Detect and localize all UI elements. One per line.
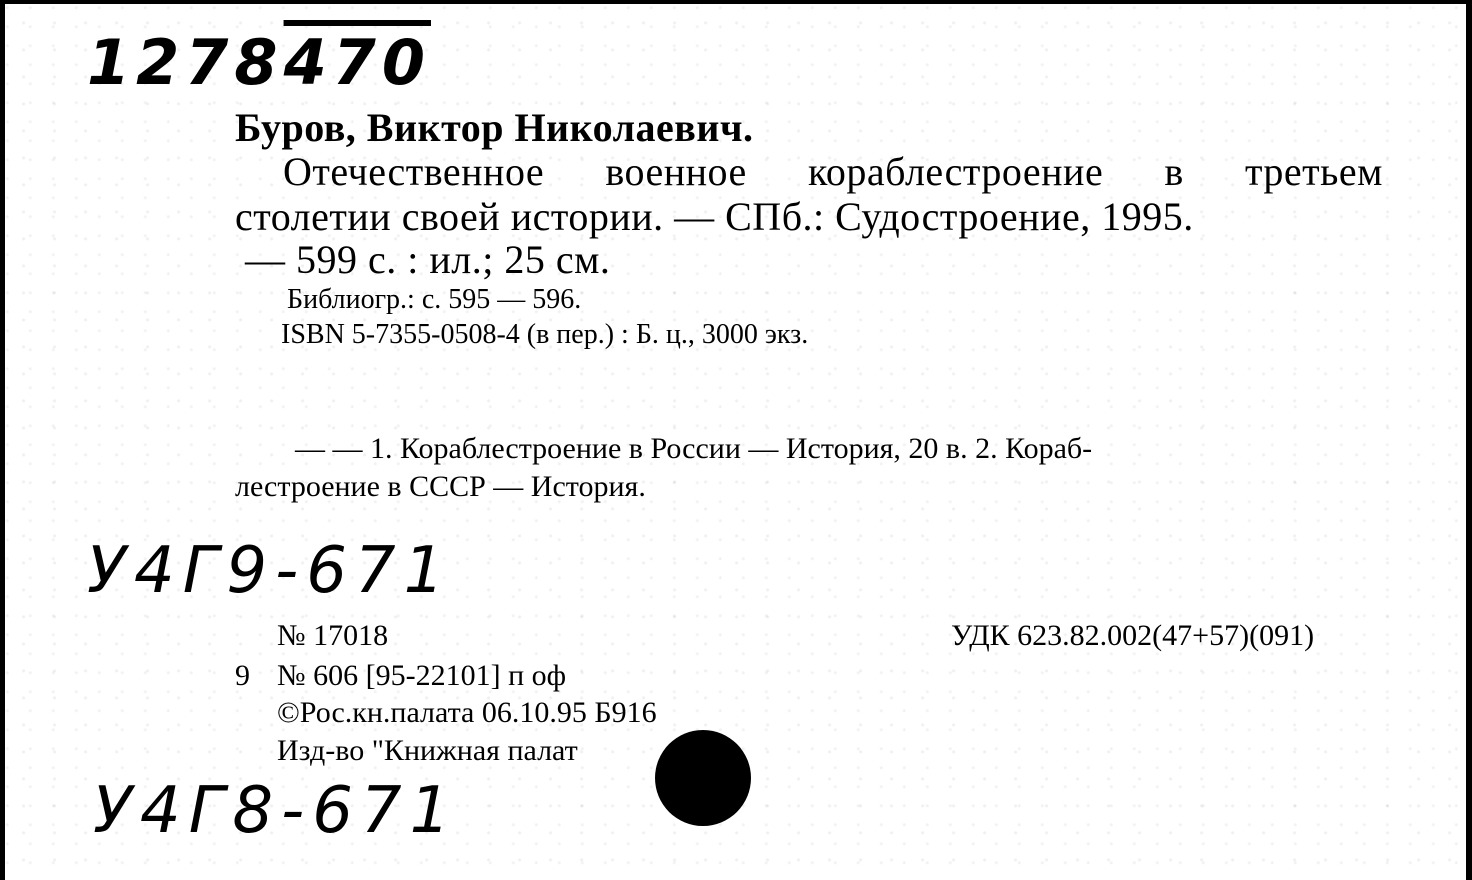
punch-hole: [655, 730, 751, 826]
author-heading: Буров, Виктор Николаевич.: [235, 105, 754, 150]
title-word: военное: [605, 149, 747, 194]
title-line-2: столетии своей истории. — СПб.: Судостроение, 1995.: [235, 194, 1194, 239]
udk-code: УДК 623.82.002(47+57)(091): [951, 619, 1315, 652]
title-word: третьем: [1244, 149, 1383, 194]
bibliography-note: Библиогр.: с. 595 — 596.: [287, 284, 582, 315]
card-number: № 17018: [277, 619, 389, 652]
publisher-line: Изд-во "Книжная палат: [277, 734, 578, 767]
title-line-3: — 599 с. : ил.; 25 см.: [245, 237, 611, 282]
shelf-number-suffix: 470: [283, 26, 431, 99]
title-word: в: [1164, 149, 1184, 194]
card-count: 9: [235, 659, 250, 692]
handwritten-class-code-2: У4Г8-671: [93, 774, 459, 848]
handwritten-shelf-number: [87, 26, 431, 99]
order-number: № 606 [95-22101] п оф: [277, 659, 567, 692]
shelf-number-main: 1278: [87, 26, 284, 99]
subject-headings-line-2: лестроение в СССР — История.: [235, 470, 646, 503]
handwritten-class-code-1: У4Г9-671: [87, 534, 453, 608]
isbn-note: ISBN 5-7355-0508-4 (в пер.) : Б. ц., 3000 экз.: [281, 319, 809, 350]
copyright-line: ©Рос.кн.палата 06.10.95 Б916: [277, 696, 657, 729]
title-word: Отечественное: [283, 149, 545, 194]
subject-headings-line-1: — — 1. Кораблестроение в России — История, 20 в. 2. Кораб-: [295, 432, 1093, 465]
title-line-1: [283, 148, 1383, 195]
title-word: кораблестроение: [807, 149, 1104, 194]
